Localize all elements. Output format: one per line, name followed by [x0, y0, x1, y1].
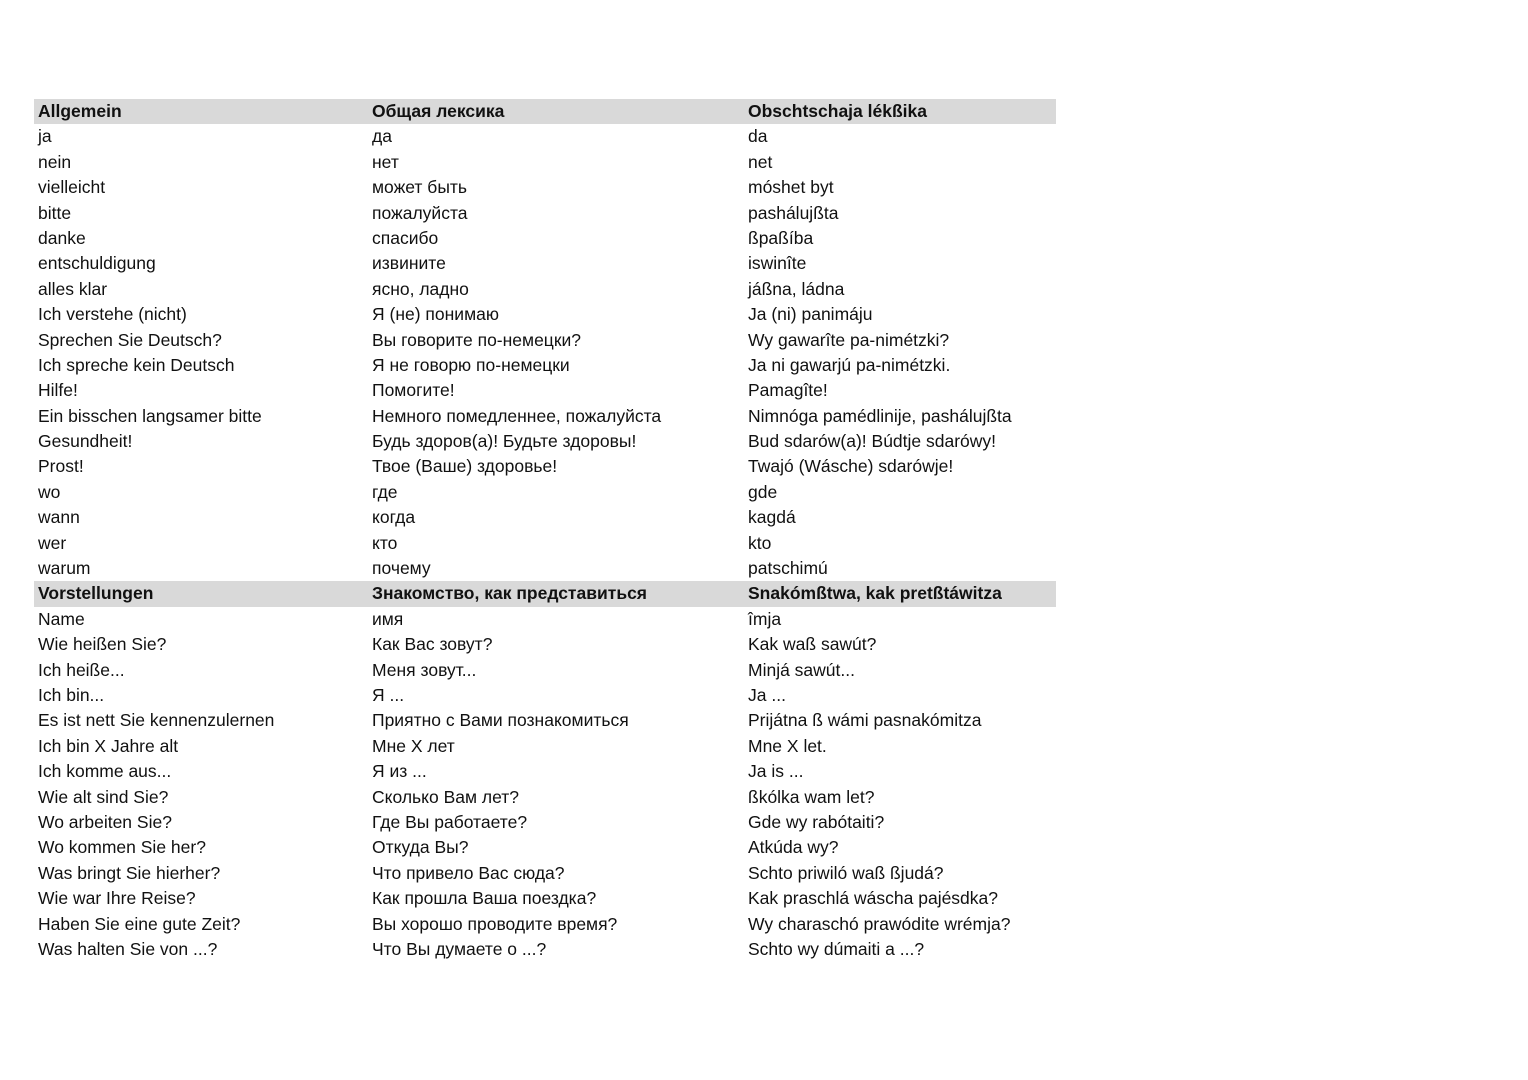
cell-german: Ich bin X Jahre alt	[38, 735, 179, 756]
table-row	[34, 531, 1056, 556]
table-row	[34, 937, 1056, 962]
cell-german: Prost!	[38, 456, 84, 477]
cell-german: Ich spreche kein Deutsch	[38, 354, 235, 375]
table-row	[34, 632, 1056, 657]
header-transliteration: Obschtschaja lékßika	[748, 101, 927, 121]
cell-russian: Твое (Ваше) здоровье!	[372, 456, 558, 477]
cell-german: nein	[38, 151, 72, 172]
cell-transliteration: móshet byt	[748, 177, 834, 198]
table-row	[34, 480, 1056, 505]
cell-transliteration: iswinîte	[748, 253, 807, 274]
cell-russian: Помогите!	[372, 380, 455, 401]
cell-german: Haben Sie eine gute Zeit?	[38, 913, 241, 934]
cell-russian: пожалуйста	[372, 202, 468, 223]
cell-german: Wie heißen Sie?	[38, 634, 167, 655]
header-german: Allgemein	[38, 101, 122, 121]
cell-transliteration: Ja ...	[748, 684, 786, 705]
table-row	[34, 708, 1056, 733]
cell-german: Wo arbeiten Sie?	[38, 811, 172, 832]
table-row	[34, 734, 1056, 759]
cell-transliteration: jáßna, ládna	[748, 278, 845, 299]
cell-german: entschuldigung	[38, 253, 156, 274]
section-allgemein	[34, 99, 1056, 581]
section-header	[34, 581, 1056, 606]
cell-transliteration: Kak waß sawút?	[748, 634, 877, 655]
cell-german: wann	[38, 507, 80, 528]
cell-german: Was bringt Sie hierher?	[38, 862, 221, 883]
table-row	[34, 175, 1056, 200]
cell-russian: может быть	[372, 177, 468, 198]
table-row	[34, 912, 1056, 937]
cell-russian: Как прошла Ваша поездка?	[372, 888, 597, 909]
cell-transliteration: da	[748, 126, 768, 147]
cell-transliteration: Mne X let.	[748, 735, 827, 756]
table-row	[34, 810, 1056, 835]
table-row	[34, 658, 1056, 683]
cell-transliteration: Wy charaschó prawódite wrémja?	[748, 913, 1011, 934]
cell-transliteration: Schto priwiló waß ßjudá?	[748, 862, 944, 883]
header-german: Vorstellungen	[38, 583, 154, 604]
table-row	[34, 759, 1056, 784]
cell-german: wo	[38, 481, 61, 502]
cell-russian: извините	[372, 253, 446, 274]
cell-russian: Что привело Вас сюда?	[372, 862, 565, 883]
table-row	[34, 683, 1056, 708]
cell-german: Wie war Ihre Reise?	[38, 888, 196, 909]
table-row	[34, 124, 1056, 149]
cell-transliteration: pashálujßta	[748, 202, 839, 223]
table-row	[34, 378, 1056, 403]
cell-russian: Сколько Вам лет?	[372, 786, 520, 807]
table-row	[34, 607, 1056, 632]
table-row	[34, 505, 1056, 530]
cell-russian: Вы говорите по-немецки?	[372, 329, 581, 350]
table-row	[34, 201, 1056, 226]
cell-russian: где	[372, 481, 398, 502]
header-russian: Знакомство, как представиться	[372, 583, 648, 604]
cell-transliteration: Pamagîte!	[748, 380, 828, 401]
cell-transliteration: Wy gawarîte pa-nimétzki?	[748, 329, 950, 350]
cell-german: Ich bin...	[38, 684, 105, 705]
table-row	[34, 454, 1056, 479]
cell-transliteration: Ja ni gawarjú pa-nimétzki.	[748, 354, 951, 375]
table-row	[34, 861, 1056, 886]
cell-german: Ich verstehe (nicht)	[38, 304, 187, 325]
cell-transliteration: Bud sdarów(a)! Búdtje sdarówy!	[748, 431, 997, 452]
cell-russian: Я ...	[372, 684, 405, 705]
cell-russian: имя	[372, 608, 404, 629]
table-row	[34, 886, 1056, 911]
table-row	[34, 429, 1056, 454]
cell-german: wer	[38, 532, 67, 553]
cell-german: Sprechen Sie Deutsch?	[38, 329, 222, 350]
table-row	[34, 404, 1056, 429]
cell-transliteration: Minjá sawút...	[748, 659, 855, 680]
cell-german: Ich heiße...	[38, 659, 125, 680]
cell-transliteration: Twajó (Wásche) sdarówje!	[748, 456, 954, 477]
header-transliteration: Snakómßtwa, kak pretßtáwitza	[748, 583, 1002, 604]
cell-russian: Вы хорошо проводите время?	[372, 913, 618, 934]
cell-transliteration: Schto wy dúmaiti a ...?	[748, 938, 925, 959]
table-row	[34, 277, 1056, 302]
cell-german: bitte	[38, 202, 72, 223]
cell-russian: почему	[372, 558, 431, 579]
cell-transliteration: net	[748, 151, 773, 172]
cell-german: warum	[38, 558, 91, 579]
cell-russian: Меня зовут...	[372, 659, 477, 680]
cell-russian: Как Вас зовут?	[372, 634, 493, 655]
cell-transliteration: Kak praschlá wáscha pajésdka?	[748, 888, 999, 909]
section-vorstellungen	[34, 581, 1056, 962]
table-row	[34, 556, 1056, 581]
table-row	[34, 302, 1056, 327]
cell-german: ja	[38, 126, 52, 147]
table-row	[34, 251, 1056, 276]
cell-russian: Откуда Вы?	[372, 837, 469, 858]
cell-transliteration: Atkúda wy?	[748, 837, 839, 858]
cell-russian: Я из ...	[372, 761, 427, 782]
cell-russian: Будь здоров(а)! Будьте здоровы!	[372, 431, 637, 452]
cell-german: Hilfe!	[38, 380, 78, 401]
cell-russian: Я (не) понимаю	[372, 304, 499, 325]
table-row	[34, 150, 1056, 175]
cell-german: Gesundheit!	[38, 431, 133, 452]
cell-german: alles klar	[38, 278, 108, 299]
cell-transliteration: Prijátna ß wámi pasnakómitza	[748, 710, 982, 731]
table-row	[34, 226, 1056, 251]
cell-russian: нет	[372, 151, 399, 172]
cell-transliteration: Ja (ni) panimáju	[748, 304, 873, 325]
cell-german: Ich komme aus...	[38, 761, 172, 782]
cell-transliteration: Nimnóga pamédlinije, pashálujßta	[748, 405, 1012, 426]
cell-transliteration: Gde wy rabótaiti?	[748, 811, 885, 832]
cell-transliteration: gde	[748, 481, 778, 502]
table-row	[34, 353, 1056, 378]
cell-russian: да	[372, 126, 392, 147]
phrasebook-table	[34, 99, 1056, 962]
cell-transliteration: Ja is ...	[748, 761, 804, 782]
cell-russian: Где Вы работаете?	[372, 811, 528, 832]
cell-transliteration: patschimú	[748, 558, 828, 579]
section-header	[34, 99, 1056, 124]
table-row	[34, 835, 1056, 860]
cell-transliteration: kto	[748, 532, 772, 553]
cell-russian: когда	[372, 507, 416, 528]
cell-russian: Немного помедленнее, пожалуйста	[372, 405, 662, 426]
cell-russian: Что Вы думаете о ...?	[372, 938, 547, 959]
cell-german: Name	[38, 608, 85, 629]
cell-russian: Я не говорю по-немецки	[372, 354, 570, 375]
cell-transliteration: kagdá	[748, 507, 796, 528]
cell-russian: кто	[372, 532, 398, 553]
cell-transliteration: ßkólka wam let?	[748, 786, 875, 807]
cell-transliteration: îmja	[748, 608, 782, 629]
cell-russian: ясно, ладно	[372, 278, 469, 299]
cell-russian: Мне Х лет	[372, 735, 455, 756]
cell-transliteration: ßpaßíba	[748, 227, 814, 248]
cell-russian: Приятно с Вами познакомиться	[372, 710, 629, 731]
table-row	[34, 328, 1056, 353]
cell-german: Ein bisschen langsamer bitte	[38, 405, 262, 426]
header-russian: Общая лексика	[372, 101, 505, 121]
table-row	[34, 785, 1056, 810]
cell-german: danke	[38, 227, 86, 248]
cell-russian: спасибо	[372, 227, 439, 248]
cell-german: Wie alt sind Sie?	[38, 786, 169, 807]
cell-german: Es ist nett Sie kennenzulernen	[38, 710, 275, 731]
cell-german: Wo kommen Sie her?	[38, 837, 206, 858]
cell-german: Was halten Sie von ...?	[38, 938, 218, 959]
cell-german: vielleicht	[38, 177, 106, 198]
